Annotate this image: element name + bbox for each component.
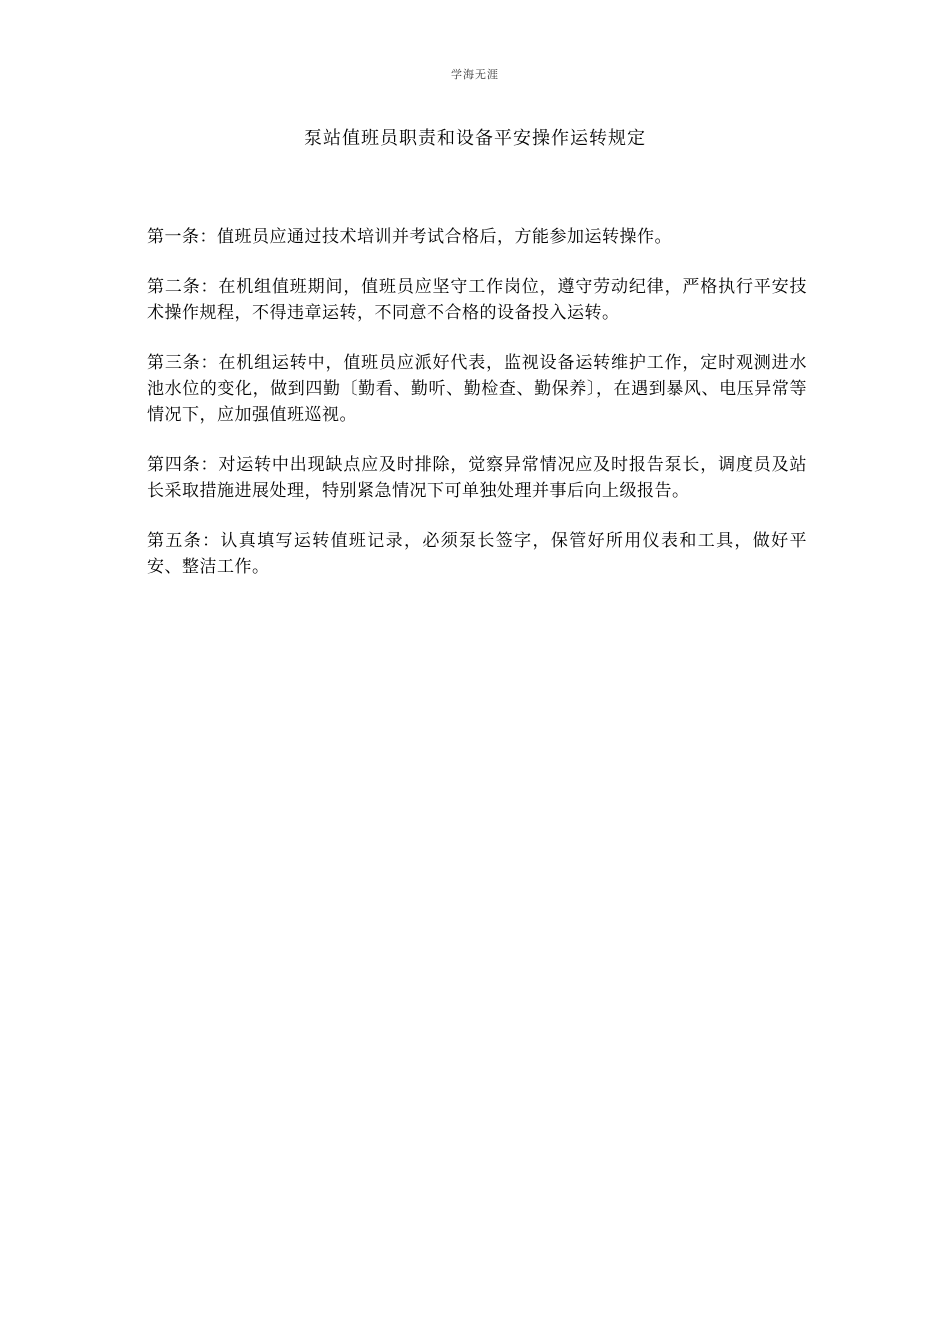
page-header-note: 学海无涯 [451, 68, 499, 81]
article-2: 第二条：在机组值班期间，值班员应坚守工作岗位，遵守劳动纪律，严格执行平安技术操作规程，不得违章运转，不同意不合格的设备投入运转。 [147, 277, 807, 323]
article-list [147, 224, 807, 604]
article-5: 第五条：认真填写运转值班记录，必须泵长签字，保管好所用仪表和工具，做好平安、整洁工作。 [147, 531, 807, 577]
document-title: 泵站值班员职责和设备平安操作运转规定 [304, 128, 646, 149]
article-4: 第四条：对运转中出现缺点应及时排除，觉察异常情况应及时报告泵长，调度员及站长采取措施进展处理，特别紧急情况下可单独处理并事后向上级报告。 [147, 455, 807, 501]
article-1: 第一条：值班员应通过技术培训并考试合格后，方能参加运转操作。 [147, 227, 672, 247]
article-3: 第三条：在机组运转中，值班员应派好代表，监视设备运转维护工作，定时观测进水池水位的变化，做到四勤〔勤看、勤听、勤检查、勤保养〕，在遇到暴风、电压异常等情况下，应加强值班巡视。 [147, 353, 807, 425]
